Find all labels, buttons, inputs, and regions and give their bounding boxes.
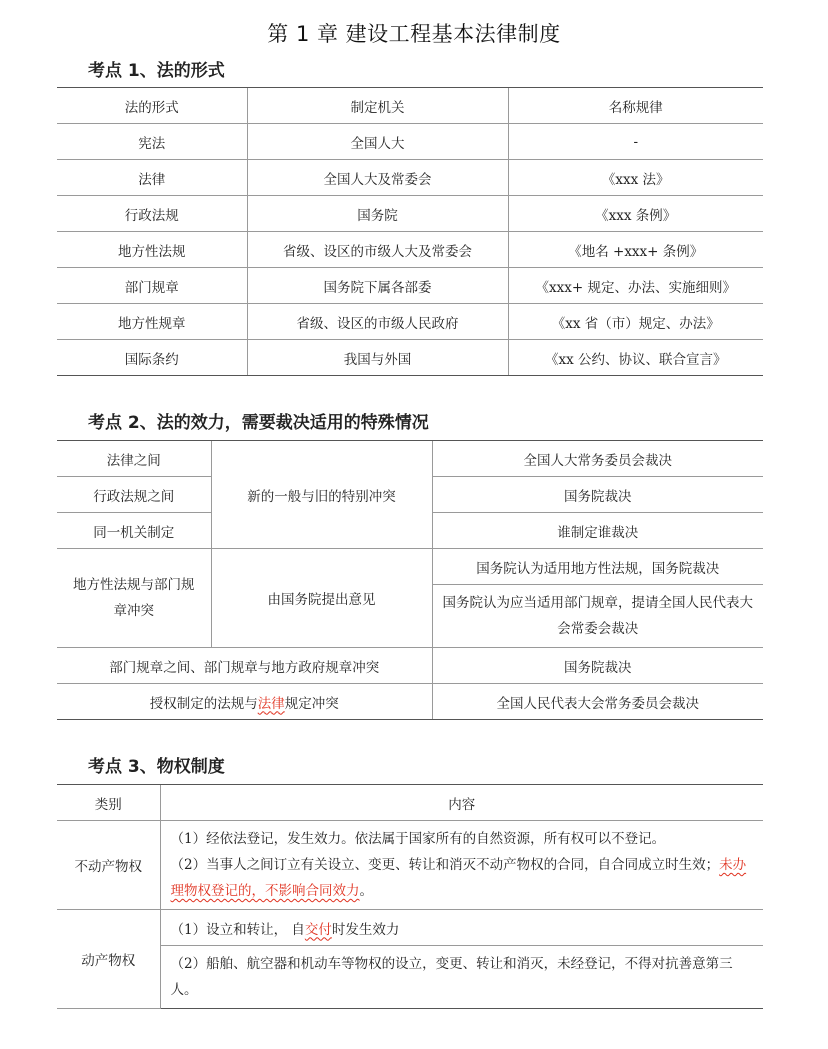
table-cell: 同一机关制定 [57,513,211,549]
column-header: 制定机关 [247,88,508,124]
table-cell-merged: 由国务院提出意见 [211,549,432,648]
table-cell: 全国人大及常委会 [247,160,508,196]
category-cell: 动产物权 [57,910,160,1009]
highlighted-text: 未办理物权登记的，不影响合同效力 [170,857,747,899]
table-cell: 国务院认为应当适用部门规章，提请全国人民代表大会常委会裁决 [432,585,763,648]
table-cell: 宪法 [57,124,247,160]
table-row [57,684,763,720]
section2-heading: 考点 2、法的效力，需要裁决适用的特殊情况 [88,413,429,433]
column-header: 法的形式 [57,88,247,124]
table-cell: 国务院裁决 [432,477,763,513]
table-cell: 法律 [57,160,247,196]
table-cell: 全国人民代表大会常务委员会裁决 [432,684,763,720]
column-header: 类别 [57,785,160,821]
table-cell: 《xxx+ 规定、办法、实施细则》 [508,268,763,304]
table-cell: 地方性规章 [57,304,247,340]
table-row [57,441,763,477]
table-row [57,549,763,585]
content-cell: （2）船舶、航空器和机动车等物权的设立，变更、转让和消灭，未经登记，不得对抗善意第三人。 [160,946,763,1009]
table-cell: 《xxx 法》 [508,160,763,196]
table-cell: 《地名 +xxx+ 条例》 [508,232,763,268]
table-cell: 部门规章之间、部门规章与地方政府规章冲突 [57,648,432,684]
law-effect-table [57,440,763,720]
table-row [57,160,763,196]
table-cell: - [508,124,763,160]
table-cell: 我国与外国 [247,340,508,376]
table-cell: 国务院 [247,196,508,232]
table-cell: 谁制定谁裁决 [432,513,763,549]
text-segment: （2）当事人之间订立有关设立、变更、转让和消灭不动产物权的合同，自合同成立时生效； [170,857,720,873]
table-row [57,946,763,1009]
table-cell: 省级、设区的市级人大及常委会 [247,232,508,268]
table-row [57,304,763,340]
table-row [57,232,763,268]
table-row [57,268,763,304]
table-header-row [57,88,763,124]
table-row [57,340,763,376]
table-header-row [57,785,763,821]
highlighted-text: 法律 [257,695,285,712]
column-header: 名称规律 [508,88,763,124]
table-cell: 行政法规之间 [57,477,211,513]
section3-heading: 考点 3、物权制度 [88,757,225,777]
table-row [57,821,763,910]
table-cell: 全国人大 [247,124,508,160]
content-cell [160,821,763,910]
table-cell: 省级、设区的市级人民政府 [247,304,508,340]
highlighted-text: 交付 [304,921,332,938]
property-rights-table [57,784,763,1009]
text-segment: 时发生效力 [331,921,400,938]
table-row [57,648,763,684]
table-cell: 国务院认为适用地方性法规，国务院裁决 [432,549,763,585]
category-cell: 不动产物权 [57,821,160,910]
table-cell: 行政法规 [57,196,247,232]
table-cell: 《xx 公约、协议、联合宣言》 [508,340,763,376]
table-cell: 地方性法规 [57,232,247,268]
column-header: 内容 [160,785,763,821]
content-line [171,852,754,904]
table-row [57,910,763,946]
table-row [57,124,763,160]
table-cell: 国务院裁决 [432,648,763,684]
table-cell: 国际条约 [57,340,247,376]
table-row [57,196,763,232]
page-title: 第 1 章 建设工程基本法律制度 [267,22,561,46]
table-cell: 国务院下属各部委 [247,268,508,304]
table-cell: 《xxx 条例》 [508,196,763,232]
section1-heading: 考点 1、法的形式 [88,61,225,81]
table-cell: 部门规章 [57,268,247,304]
table-cell-merged: 地方性法规与部门规章冲突 [57,549,211,648]
text-segment: 规定冲突 [284,695,339,712]
content-line: （1）经依法登记，发生效力。依法属于国家所有的自然资源，所有权可以不登记。 [170,831,666,847]
content-cell [160,910,763,946]
table-cell-merged: 新的一般与旧的特别冲突 [211,441,432,549]
table-cell [57,684,432,720]
text-segment: 授权制定的法规与 [149,695,258,712]
text-segment: （1）设立和转让， 自 [170,921,305,938]
text-segment: 。 [359,883,373,899]
table-cell: 全国人大常务委员会裁决 [432,441,763,477]
table-cell: 《xx 省（市）规定、办法》 [508,304,763,340]
table-cell: 法律之间 [57,441,211,477]
law-forms-table [57,87,763,376]
